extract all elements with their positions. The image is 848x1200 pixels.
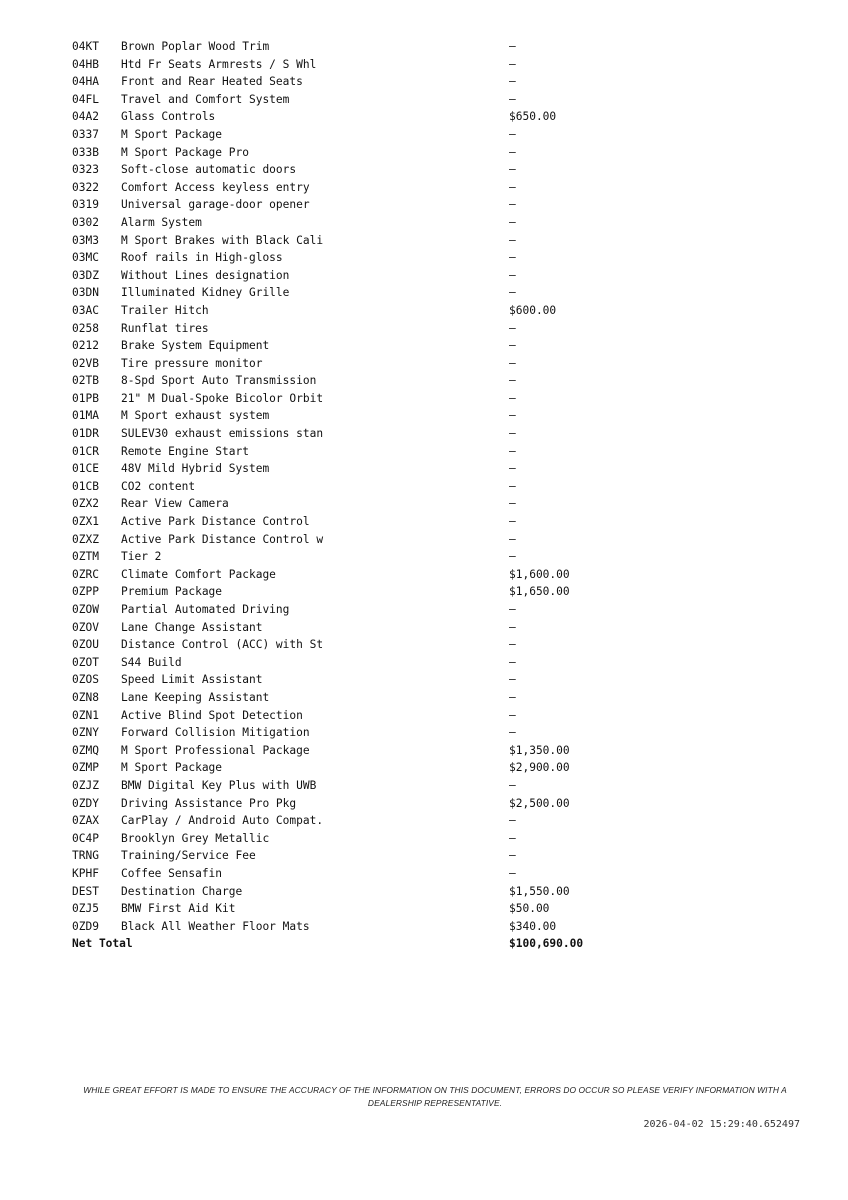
option-code: 0322 bbox=[72, 180, 99, 194]
option-row bbox=[72, 883, 692, 901]
option-price: — bbox=[509, 356, 516, 370]
option-description: Premium Package bbox=[121, 585, 223, 599]
option-code: 0323 bbox=[72, 163, 99, 177]
option-description: Runflat tires bbox=[121, 321, 209, 335]
option-row bbox=[72, 830, 692, 848]
option-price: — bbox=[509, 57, 516, 71]
option-price: $600.00 bbox=[509, 303, 557, 317]
option-code: 0319 bbox=[72, 198, 99, 212]
option-price: — bbox=[509, 92, 516, 106]
option-price: — bbox=[509, 180, 516, 194]
option-price: — bbox=[509, 866, 516, 880]
option-row bbox=[72, 636, 692, 654]
option-description: Htd Fr Seats Armrests / S Whl bbox=[121, 57, 317, 71]
option-row bbox=[72, 566, 692, 584]
option-description: Glass Controls bbox=[121, 110, 216, 124]
option-price: — bbox=[509, 515, 516, 529]
option-code: 0ZOT bbox=[72, 655, 99, 669]
option-code: 02VB bbox=[72, 356, 99, 370]
option-description: M Sport Package bbox=[121, 127, 223, 141]
option-row bbox=[72, 267, 692, 285]
option-description: Active Blind Spot Detection bbox=[121, 708, 303, 722]
option-price: — bbox=[509, 409, 516, 423]
option-code: 04KT bbox=[72, 40, 99, 53]
option-description: Without Lines designation bbox=[121, 268, 290, 282]
option-code: 0ZX2 bbox=[72, 497, 99, 511]
option-price: $1,600.00 bbox=[509, 567, 570, 581]
option-code: DEST bbox=[72, 884, 99, 898]
option-price: — bbox=[509, 163, 516, 177]
option-description: 21" M Dual-Spoke Bicolor Orbit bbox=[121, 391, 324, 405]
option-description: Front and Rear Heated Seats bbox=[121, 75, 303, 89]
option-code: 01MA bbox=[72, 409, 99, 423]
option-description: S44 Build bbox=[121, 655, 182, 669]
option-description: Alarm System bbox=[121, 215, 202, 229]
option-price: — bbox=[509, 532, 516, 546]
option-row bbox=[72, 302, 692, 320]
option-code: 0ZOS bbox=[72, 673, 99, 687]
option-row bbox=[72, 689, 692, 707]
option-description: Active Park Distance Control w bbox=[121, 532, 324, 546]
option-price: — bbox=[509, 690, 516, 704]
option-description: Training/Service Fee bbox=[121, 849, 256, 863]
option-price: — bbox=[509, 145, 516, 159]
option-row bbox=[72, 619, 692, 637]
option-code: 04HB bbox=[72, 57, 99, 71]
option-code: 01CB bbox=[72, 479, 99, 493]
option-price: $1,350.00 bbox=[509, 743, 570, 757]
net-total-label: Net Total bbox=[72, 937, 133, 951]
option-row bbox=[72, 654, 692, 672]
option-row bbox=[72, 759, 692, 777]
option-row bbox=[72, 795, 692, 813]
option-description: BMW Digital Key Plus with UWB bbox=[121, 778, 317, 792]
option-description: Remote Engine Start bbox=[121, 444, 249, 458]
option-price: — bbox=[509, 391, 516, 405]
option-row bbox=[72, 144, 692, 162]
option-row bbox=[72, 671, 692, 689]
option-description: Brown Poplar Wood Trim bbox=[121, 40, 270, 53]
option-row bbox=[72, 777, 692, 795]
option-code: 0ZTM bbox=[72, 550, 99, 564]
option-code: 01CE bbox=[72, 462, 99, 476]
option-description: Illuminated Kidney Grille bbox=[121, 286, 290, 300]
option-price: $340.00 bbox=[509, 919, 557, 933]
option-description: BMW First Aid Kit bbox=[121, 902, 236, 916]
option-price: — bbox=[509, 321, 516, 335]
option-description: Brake System Equipment bbox=[121, 339, 270, 353]
option-code: 0ZJ5 bbox=[72, 902, 99, 916]
option-price: $1,650.00 bbox=[509, 585, 570, 599]
option-description: Roof rails in High-gloss bbox=[121, 251, 283, 265]
option-price: — bbox=[509, 374, 516, 388]
option-price: — bbox=[509, 814, 516, 828]
option-row bbox=[72, 126, 692, 144]
option-price: $2,900.00 bbox=[509, 761, 570, 775]
option-price: — bbox=[509, 444, 516, 458]
option-description: Trailer Hitch bbox=[121, 303, 209, 317]
option-code: 0ZN1 bbox=[72, 708, 99, 722]
option-description: Travel and Comfort System bbox=[121, 92, 290, 106]
option-row bbox=[72, 320, 692, 338]
option-price: — bbox=[509, 638, 516, 652]
option-description: CO2 content bbox=[121, 479, 196, 493]
option-code: 02TB bbox=[72, 374, 99, 388]
option-row bbox=[72, 742, 692, 760]
option-description: Brooklyn Grey Metallic bbox=[121, 831, 270, 845]
option-description: Climate Comfort Package bbox=[121, 567, 276, 581]
option-description: SULEV30 exhaust emissions stan bbox=[121, 427, 324, 441]
net-total-row bbox=[72, 935, 692, 953]
option-code: 0ZD9 bbox=[72, 919, 99, 933]
option-description: Tier 2 bbox=[121, 550, 162, 564]
option-description: Forward Collision Mitigation bbox=[121, 726, 310, 740]
option-code: 0ZDY bbox=[72, 796, 99, 810]
option-price: — bbox=[509, 849, 516, 863]
option-code: TRNG bbox=[72, 849, 99, 863]
option-row bbox=[72, 73, 692, 91]
option-code: 0337 bbox=[72, 127, 99, 141]
option-code: 01CR bbox=[72, 444, 99, 458]
option-price: — bbox=[509, 75, 516, 89]
option-description: Tire pressure monitor bbox=[121, 356, 263, 370]
disclaimer-text: WHILE GREAT EFFORT IS MADE TO ENSURE THE ACCURACY OF THE INFORMATION ON THIS DOCUMENT, ERRORS DO OCCUR SO PLEASE VERIFY INFORMATION WITH A DEALERSHIP REPRESENTATIVE. bbox=[83, 1085, 787, 1108]
option-price: — bbox=[509, 726, 516, 740]
option-row bbox=[72, 284, 692, 302]
option-price: — bbox=[509, 427, 516, 441]
option-code: 01PB bbox=[72, 391, 99, 405]
option-description: Black All Weather Floor Mats bbox=[121, 919, 310, 933]
option-code: 0212 bbox=[72, 339, 99, 353]
option-code: 0ZN8 bbox=[72, 690, 99, 704]
option-row bbox=[72, 531, 692, 549]
option-row bbox=[72, 425, 692, 443]
option-price: — bbox=[509, 550, 516, 564]
option-row bbox=[72, 91, 692, 109]
option-row bbox=[72, 355, 692, 373]
option-price: $1,550.00 bbox=[509, 884, 570, 898]
option-description: M Sport Package bbox=[121, 761, 223, 775]
option-code: 0ZXZ bbox=[72, 532, 99, 546]
option-row bbox=[72, 707, 692, 725]
option-code: 0258 bbox=[72, 321, 99, 335]
option-price: — bbox=[509, 620, 516, 634]
option-price: — bbox=[509, 286, 516, 300]
option-code: 03DN bbox=[72, 286, 99, 300]
option-row bbox=[72, 390, 692, 408]
option-code: 04A2 bbox=[72, 110, 99, 124]
option-description: Comfort Access keyless entry bbox=[121, 180, 310, 194]
option-code: 03DZ bbox=[72, 268, 99, 282]
option-price: $650.00 bbox=[509, 110, 557, 124]
options-list bbox=[72, 38, 692, 953]
option-code: KPHF bbox=[72, 866, 99, 880]
option-description: Destination Charge bbox=[121, 884, 243, 898]
option-code: 0ZMP bbox=[72, 761, 99, 775]
option-description: 8-Spd Sport Auto Transmission bbox=[121, 374, 317, 388]
option-description: Lane Keeping Assistant bbox=[121, 690, 270, 704]
option-price: — bbox=[509, 655, 516, 669]
option-row bbox=[72, 108, 692, 126]
option-code: 0ZNY bbox=[72, 726, 99, 740]
option-row bbox=[72, 601, 692, 619]
option-description: Lane Change Assistant bbox=[121, 620, 263, 634]
option-price: — bbox=[509, 127, 516, 141]
option-price: $50.00 bbox=[509, 902, 550, 916]
option-description: M Sport exhaust system bbox=[121, 409, 270, 423]
option-row bbox=[72, 179, 692, 197]
option-row bbox=[72, 847, 692, 865]
net-total-value: $100,690.00 bbox=[509, 937, 584, 951]
option-row bbox=[72, 478, 692, 496]
option-row bbox=[72, 196, 692, 214]
option-row bbox=[72, 583, 692, 601]
option-description: M Sport Package Pro bbox=[121, 145, 249, 159]
option-code: 01DR bbox=[72, 427, 99, 441]
option-description: Universal garage-door opener bbox=[121, 198, 310, 212]
option-price: — bbox=[509, 339, 516, 353]
option-price: — bbox=[509, 268, 516, 282]
option-description: Rear View Camera bbox=[121, 497, 229, 511]
option-code: 03M3 bbox=[72, 233, 99, 247]
option-row bbox=[72, 900, 692, 918]
option-price: — bbox=[509, 708, 516, 722]
option-code: 0ZOW bbox=[72, 603, 99, 616]
option-price: — bbox=[509, 40, 516, 53]
option-rows bbox=[72, 38, 692, 935]
option-description: 48V Mild Hybrid System bbox=[121, 462, 270, 476]
option-description: Soft-close automatic doors bbox=[121, 163, 297, 177]
option-row bbox=[72, 407, 692, 425]
option-description: Distance Control (ACC) with St bbox=[121, 638, 324, 652]
option-code: 0C4P bbox=[72, 831, 99, 845]
option-code: 0ZJZ bbox=[72, 778, 99, 792]
option-row bbox=[72, 918, 692, 936]
option-code: 033B bbox=[72, 145, 99, 159]
option-row bbox=[72, 548, 692, 566]
option-row bbox=[72, 337, 692, 355]
option-code: 0ZOV bbox=[72, 620, 99, 634]
option-code: 0ZRC bbox=[72, 567, 99, 581]
option-price: — bbox=[509, 198, 516, 212]
option-price: — bbox=[509, 497, 516, 511]
option-price: — bbox=[509, 462, 516, 476]
option-row bbox=[72, 812, 692, 830]
option-code: 0ZPP bbox=[72, 585, 99, 599]
option-price: — bbox=[509, 673, 516, 687]
option-code: 03AC bbox=[72, 303, 99, 317]
option-description: Partial Automated Driving bbox=[121, 603, 290, 616]
option-row bbox=[72, 460, 692, 478]
option-row bbox=[72, 865, 692, 883]
option-description: Active Park Distance Control bbox=[121, 515, 310, 529]
option-price: — bbox=[509, 215, 516, 229]
option-code: 0ZOU bbox=[72, 638, 99, 652]
option-code: 04FL bbox=[72, 92, 99, 106]
option-row bbox=[72, 38, 692, 56]
option-row bbox=[72, 513, 692, 531]
option-price: — bbox=[509, 233, 516, 247]
option-description: M Sport Professional Package bbox=[121, 743, 310, 757]
option-row bbox=[72, 249, 692, 267]
option-description: Driving Assistance Pro Pkg bbox=[121, 796, 297, 810]
option-description: CarPlay / Android Auto Compat. bbox=[121, 814, 324, 828]
option-row bbox=[72, 724, 692, 742]
option-description: Speed Limit Assistant bbox=[121, 673, 263, 687]
option-description: Coffee Sensafin bbox=[121, 866, 223, 880]
option-code: 0ZMQ bbox=[72, 743, 99, 757]
option-price: — bbox=[509, 831, 516, 845]
option-row bbox=[72, 214, 692, 232]
option-row bbox=[72, 232, 692, 250]
option-code: 03MC bbox=[72, 251, 99, 265]
option-row bbox=[72, 443, 692, 461]
timestamp: 2026-04-02 15:29:40.652497 bbox=[643, 1119, 800, 1130]
option-code: 04HA bbox=[72, 75, 99, 89]
option-code: 0ZAX bbox=[72, 814, 99, 828]
option-row bbox=[72, 372, 692, 390]
option-price: — bbox=[509, 603, 516, 616]
option-code: 0302 bbox=[72, 215, 99, 229]
option-row bbox=[72, 495, 692, 513]
option-price: — bbox=[509, 778, 516, 792]
option-price: — bbox=[509, 251, 516, 265]
option-price: $2,500.00 bbox=[509, 796, 570, 810]
option-price: — bbox=[509, 479, 516, 493]
option-description: M Sport Brakes with Black Cali bbox=[121, 233, 324, 247]
option-code: 0ZX1 bbox=[72, 515, 99, 529]
option-row bbox=[72, 161, 692, 179]
option-row bbox=[72, 56, 692, 74]
